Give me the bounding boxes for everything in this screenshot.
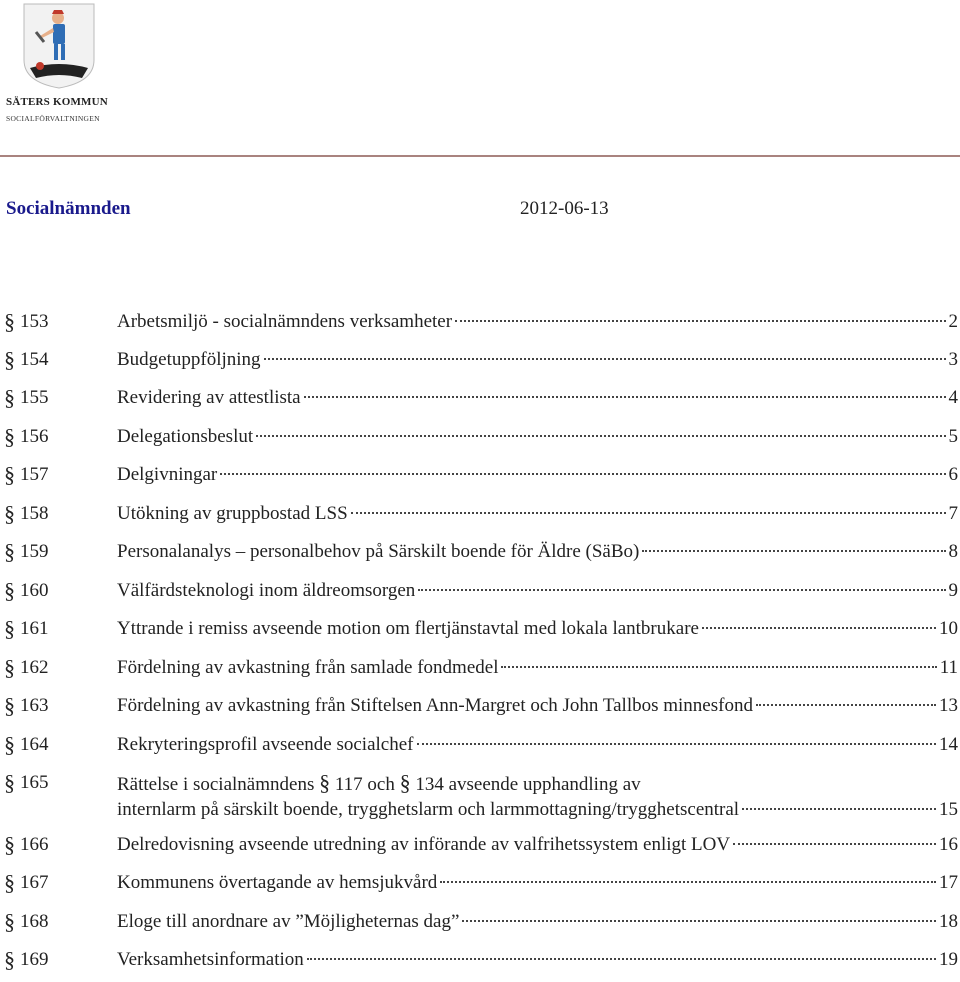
- toc-entry-number: 165: [20, 772, 49, 793]
- toc-entry-number: 156: [20, 426, 49, 447]
- dot-leader: [702, 626, 936, 629]
- paragraph-symbol: §: [319, 770, 331, 795]
- toc-entry[interactable]: [0, 574, 960, 608]
- paragraph-symbol: §: [399, 770, 411, 795]
- dot-leader: [264, 357, 946, 360]
- paragraph-symbol: §: [4, 947, 15, 972]
- toc-entry-title: Budgetuppföljning: [117, 349, 261, 370]
- paragraph-symbol: §: [4, 770, 15, 795]
- logo-name: SÄTERS KOMMUN: [6, 96, 108, 108]
- title-part: 134 avseende upphandling av: [415, 774, 641, 795]
- dot-leader: [418, 588, 945, 591]
- toc-entry[interactable]: [0, 766, 960, 826]
- dot-leader: [307, 957, 936, 960]
- toc-entry-title: Fördelning av avkastning från samlade fondmedel: [117, 657, 499, 678]
- toc-entry-page: 3: [948, 349, 958, 370]
- paragraph-symbol: §: [4, 832, 15, 857]
- toc-entry-page: 6: [948, 464, 958, 485]
- toc-entry[interactable]: [0, 866, 960, 900]
- toc-entry-number: 162: [20, 657, 49, 678]
- toc-entry-title: Delredovisning avseende utredning av införande av valfrihetssystem enligt LOV: [117, 834, 731, 855]
- meeting-date: 2012-06-13: [520, 198, 609, 219]
- paragraph-symbol: §: [4, 424, 15, 449]
- toc-entry-page: 10: [939, 618, 958, 639]
- toc-entry[interactable]: [0, 905, 960, 939]
- toc-entry-line: [117, 689, 960, 723]
- toc-entry-title: Välfärdsteknologi inom äldreomsorgen: [117, 580, 416, 601]
- toc-entry[interactable]: [0, 458, 960, 492]
- paragraph-symbol: §: [4, 385, 15, 410]
- toc-entry-number: 157: [20, 464, 49, 485]
- toc-entry-title: internlarm på särskilt boende, trygghetslarm och larmmottagning/trygghetscentral: [117, 799, 740, 820]
- toc-entry-title: Personalanalys – personalbehov på Särskilt boende för Äldre (SäBo): [117, 541, 640, 562]
- title-part: Rättelse i socialnämndens: [117, 774, 315, 795]
- toc-entry-page: 9: [948, 580, 958, 601]
- dot-leader: [501, 665, 936, 668]
- toc-entry-number: 160: [20, 580, 49, 601]
- toc-entry-number: 161: [20, 618, 49, 639]
- toc-entry[interactable]: [0, 651, 960, 685]
- toc-entry-line: [117, 612, 960, 646]
- dot-leader: [462, 919, 936, 922]
- toc-entry-page: 14: [939, 734, 958, 755]
- toc-entry-title: Yttrande i remiss avseende motion om flertjänstavtal med lokala lantbrukare: [117, 618, 699, 639]
- toc-entry-line: [117, 497, 960, 531]
- toc-entry-line: [117, 381, 960, 415]
- paragraph-symbol: §: [4, 732, 15, 757]
- toc-entry-number: 166: [20, 834, 49, 855]
- dot-leader: [756, 703, 936, 706]
- toc-entry-number: 169: [20, 949, 49, 970]
- paragraph-symbol: §: [4, 655, 15, 680]
- paragraph-symbol: §: [4, 693, 15, 718]
- toc-entry-page: 13: [939, 695, 958, 716]
- toc-entry-line: [117, 458, 960, 492]
- municipality-logo: [6, 2, 106, 126]
- toc-entry[interactable]: [0, 535, 960, 569]
- toc-entry-line: [117, 905, 960, 939]
- toc-entry[interactable]: [0, 612, 960, 646]
- toc-entry[interactable]: [0, 420, 960, 454]
- coat-of-arms-icon: [22, 2, 96, 90]
- toc-entry-line: [117, 574, 960, 608]
- toc-entry-number: 153: [20, 311, 49, 332]
- toc-entry[interactable]: [0, 381, 960, 415]
- toc-entry-page: 4: [948, 387, 958, 408]
- toc-entry-page: 19: [939, 949, 958, 970]
- toc-entry-title: Revidering av attestlista: [117, 387, 301, 408]
- dot-leader: [642, 549, 945, 552]
- toc-entry-line: [117, 535, 960, 569]
- paragraph-symbol: §: [4, 462, 15, 487]
- toc-entry-title: Arbetsmiljö - socialnämndens verksamheter: [117, 311, 453, 332]
- toc-entry-page: 5: [948, 426, 958, 447]
- toc-entry-page: 17: [939, 872, 958, 893]
- toc-entry-line: [117, 828, 960, 862]
- dot-leader: [304, 395, 946, 398]
- toc-entry[interactable]: [0, 689, 960, 723]
- toc-entry-page: 11: [939, 657, 958, 678]
- toc-entry-page: 15: [939, 799, 958, 820]
- toc-entry-number: 159: [20, 541, 49, 562]
- toc-entry-title: Utökning av gruppbostad LSS: [117, 503, 348, 524]
- paragraph-symbol: §: [4, 347, 15, 372]
- dot-leader: [455, 319, 945, 322]
- toc-entry-page: 8: [948, 541, 958, 562]
- toc-entry-page: 2: [948, 311, 958, 332]
- toc-entry[interactable]: [0, 728, 960, 762]
- toc-entry-number: 168: [20, 911, 49, 932]
- paragraph-symbol: §: [4, 909, 15, 934]
- toc-entry-title: Delgivningar: [117, 464, 218, 485]
- toc-entry-page: 16: [939, 834, 958, 855]
- toc-entry-number: 154: [20, 349, 49, 370]
- toc-entry[interactable]: [0, 343, 960, 377]
- toc-entry-line: [117, 728, 960, 762]
- toc-entry-title: Delegationsbeslut: [117, 426, 254, 447]
- toc-entry-line: [117, 651, 960, 685]
- logo-subtitle: SOCIALFÖRVALTNINGEN: [6, 114, 100, 123]
- dot-leader: [417, 742, 937, 745]
- toc-entry[interactable]: [0, 943, 960, 977]
- toc-entry-number: 164: [20, 734, 49, 755]
- toc-entry-title: Eloge till anordnare av ”Möjligheternas dag”: [117, 911, 460, 932]
- toc-entry-title: Verksamhetsinformation: [117, 949, 304, 970]
- toc-entry-number: 158: [20, 503, 49, 524]
- dot-leader: [220, 472, 945, 475]
- paragraph-symbol: §: [4, 616, 15, 641]
- toc-entry-line: [117, 343, 960, 377]
- dot-leader: [440, 880, 936, 883]
- paragraph-symbol: §: [4, 578, 15, 603]
- paragraph-symbol: §: [4, 309, 15, 334]
- dot-leader: [351, 511, 946, 514]
- toc-entry-title: Kommunens övertagande av hemsjukvård: [117, 872, 438, 893]
- title-part: 117 och: [334, 774, 395, 795]
- toc-entry[interactable]: [0, 305, 960, 339]
- dot-leader: [733, 842, 936, 845]
- toc-entry-line: [117, 866, 960, 900]
- toc-entry-number: 167: [20, 872, 49, 893]
- toc-entry-page: 7: [948, 503, 958, 524]
- toc-entry-title: Rekryteringsprofil avseende socialchef: [117, 734, 414, 755]
- toc-entry[interactable]: [0, 828, 960, 862]
- toc-entry-line: [117, 943, 960, 977]
- toc-entry-title: Fördelning av avkastning från Stiftelsen Ann-Margret och John Tallbos minnesfond: [117, 695, 753, 716]
- toc-entry[interactable]: [0, 497, 960, 531]
- dot-leader: [256, 434, 945, 437]
- toc-entry-line: [117, 793, 960, 827]
- dot-leader: [742, 807, 936, 810]
- paragraph-symbol: §: [4, 870, 15, 895]
- toc-entry-number: 163: [20, 695, 49, 716]
- committee-name: Socialnämnden: [6, 198, 131, 219]
- toc-entry-page: 18: [939, 911, 958, 932]
- page-heading: [6, 198, 609, 220]
- header-divider: [0, 155, 960, 157]
- paragraph-symbol: §: [4, 539, 15, 564]
- toc-entry-number: 155: [20, 387, 49, 408]
- toc-entry-line: [117, 420, 960, 454]
- paragraph-symbol: §: [4, 501, 15, 526]
- toc-entry-line: [117, 305, 960, 339]
